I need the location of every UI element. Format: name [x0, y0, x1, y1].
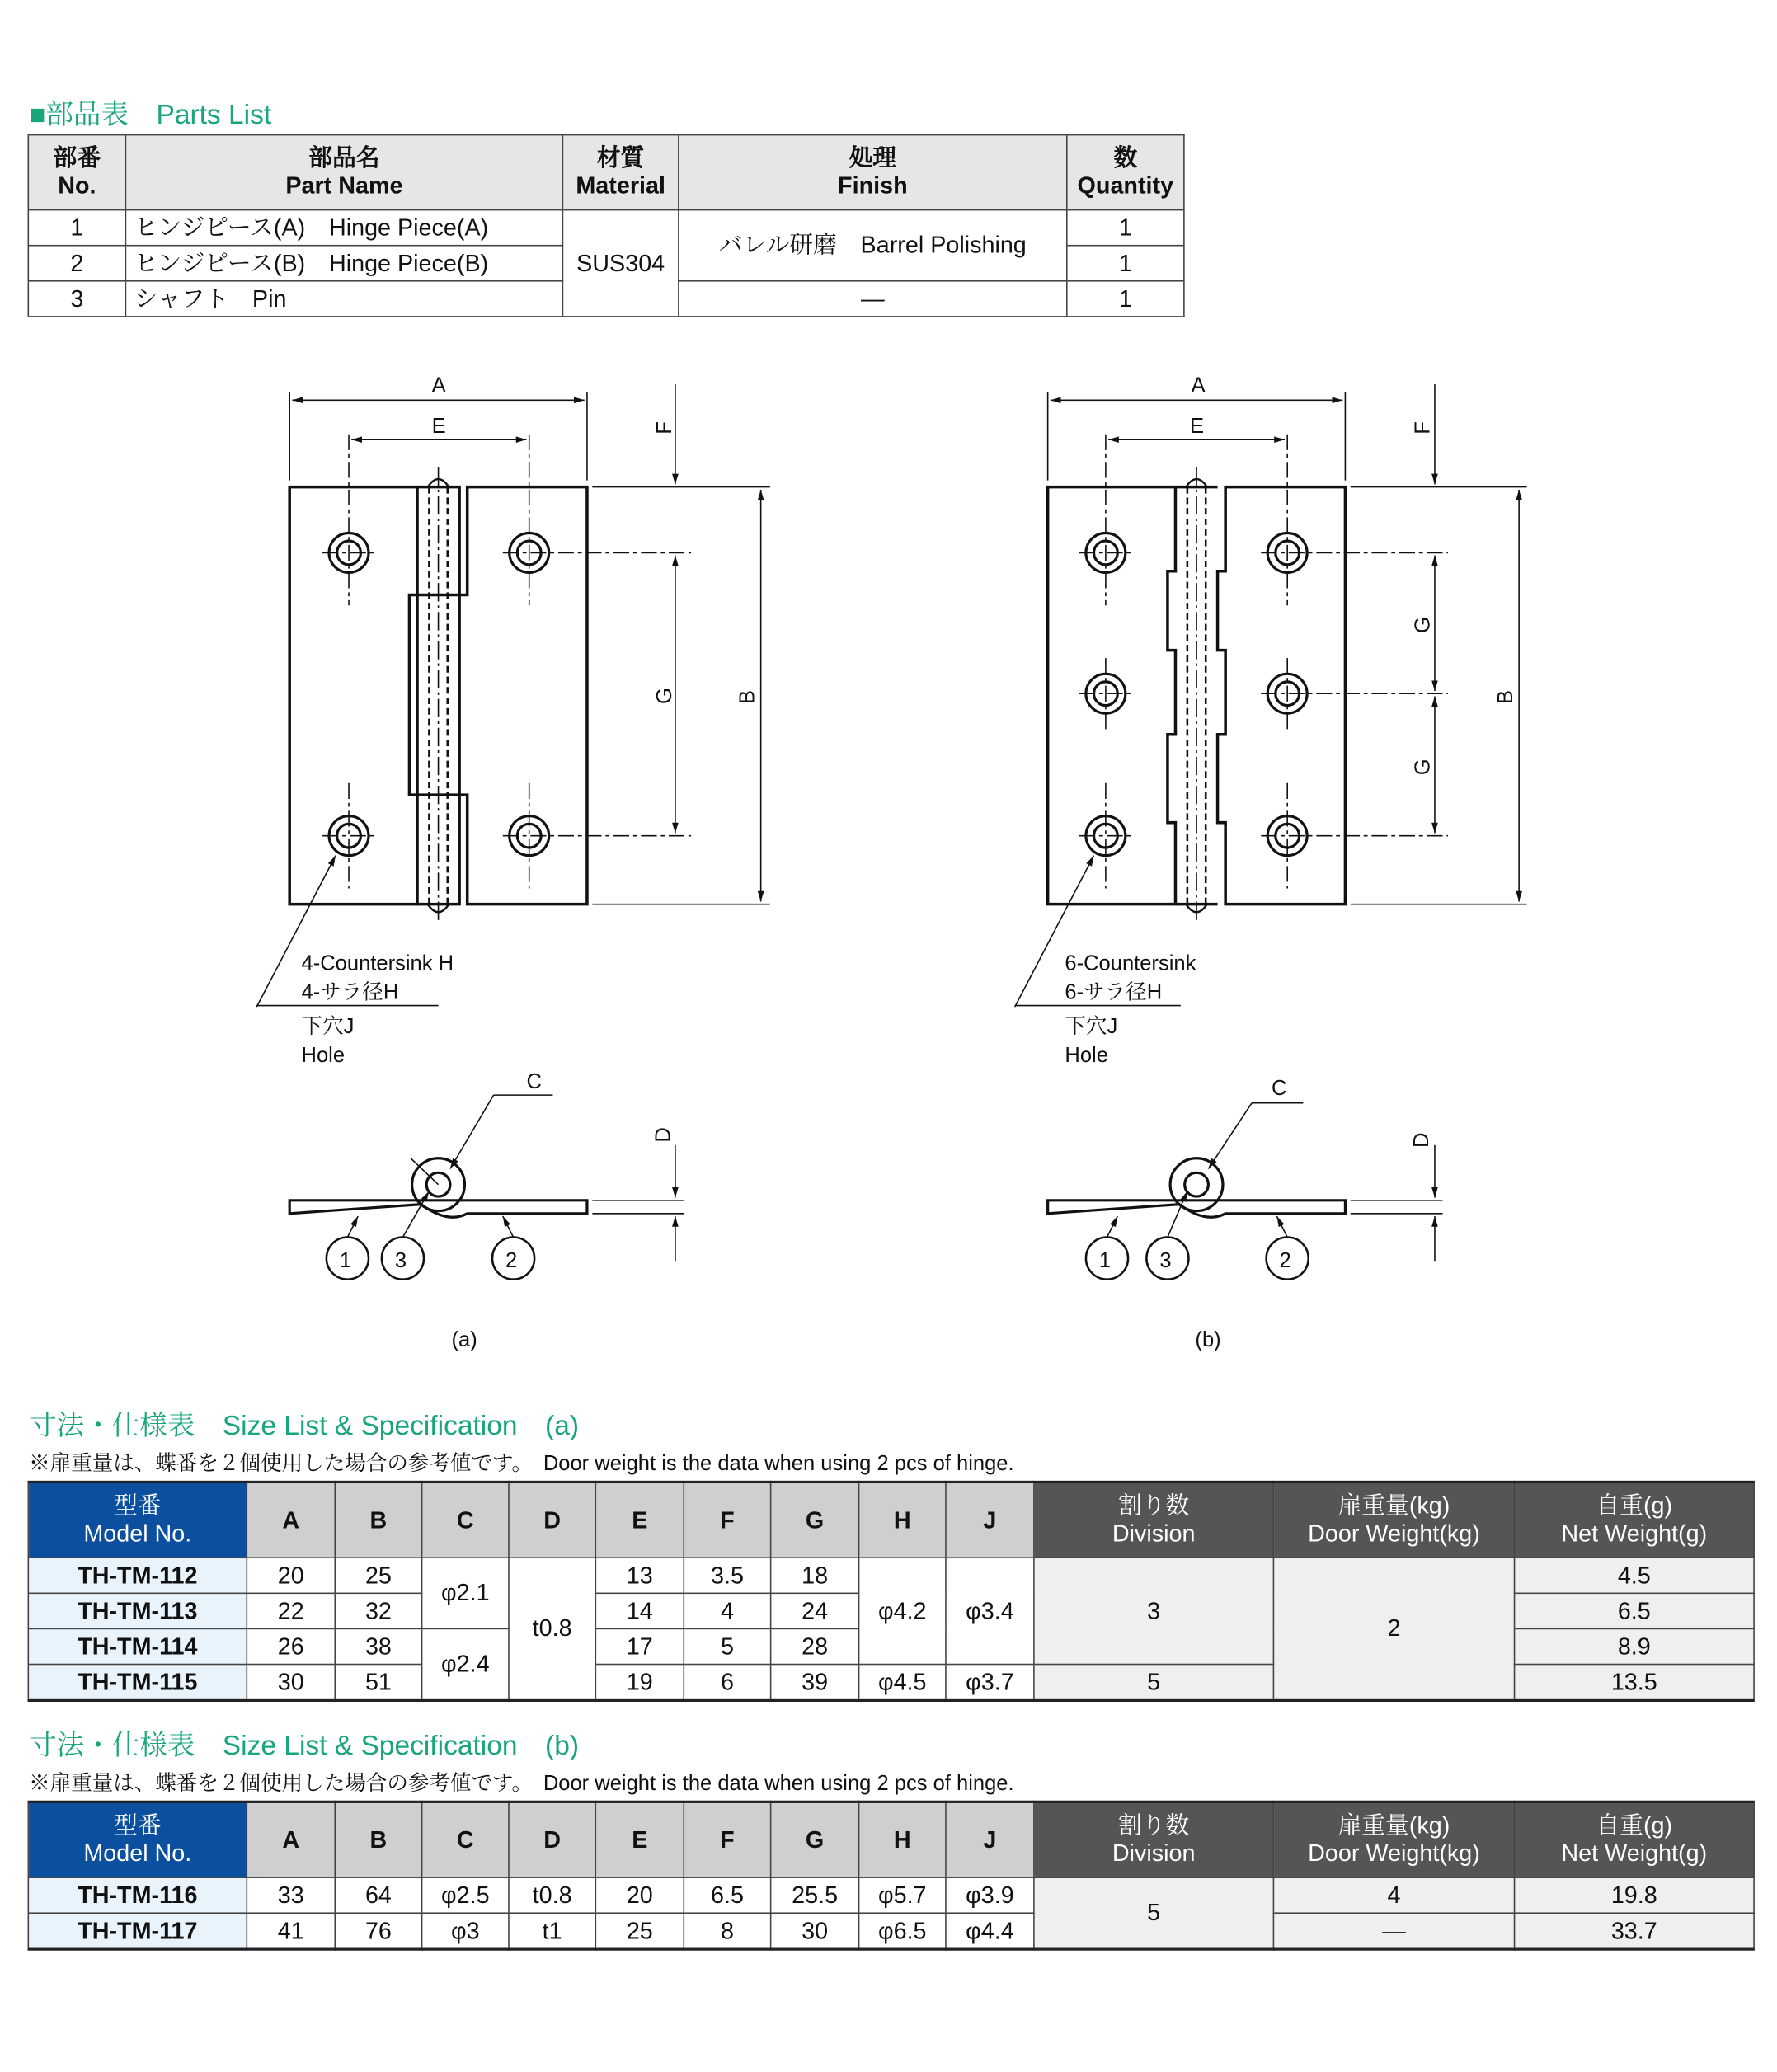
- cell-c: φ2.1: [422, 1558, 509, 1628]
- callout-text: 下穴J: [301, 1015, 355, 1039]
- cell-f: 3.5: [684, 1558, 770, 1593]
- cell-material: SUS304: [562, 210, 678, 317]
- balloon-label: 2: [1279, 1249, 1291, 1273]
- callout-text: 下穴J: [1065, 1015, 1118, 1039]
- balloon-label: 3: [1159, 1249, 1172, 1273]
- cell-net-weight: 33.7: [1515, 1913, 1755, 1949]
- cell-model: TH-TM-113: [28, 1593, 247, 1628]
- header-a: A: [247, 1802, 335, 1877]
- cell-f: 8: [684, 1913, 770, 1949]
- cell-model: TH-TM-114: [28, 1628, 247, 1664]
- cell-d: t0.8: [509, 1558, 595, 1700]
- spec-b-note: ※扉重量は、蝶番を２個使用した場合の参考値です。 Door weight is the data when using 2 pcs of hinge.: [29, 1773, 1014, 1796]
- cell-door-weight: 2: [1273, 1558, 1514, 1700]
- cell-g: 24: [771, 1593, 859, 1628]
- balloon-label: 2: [505, 1249, 518, 1273]
- cell-j: φ3.4: [946, 1558, 1034, 1664]
- header-d: D: [509, 1802, 595, 1877]
- balloon-label: 1: [339, 1249, 352, 1273]
- header-b: B: [335, 1802, 421, 1877]
- header-e: E: [595, 1802, 684, 1877]
- cell-part-name: ヒンジピース(A) Hinge Piece(A): [125, 210, 562, 246]
- cell-no: 3: [28, 281, 125, 317]
- cell-j: φ4.4: [946, 1913, 1034, 1949]
- callout-text: Hole: [301, 1044, 346, 1068]
- header-no: 部番 No.: [28, 135, 125, 210]
- cell-net-weight: 6.5: [1515, 1593, 1755, 1628]
- header-c: C: [422, 1802, 509, 1877]
- header-model: 型番 Model No.: [28, 1802, 247, 1877]
- cell-f: 6: [684, 1665, 770, 1701]
- cell-model: TH-TM-112: [28, 1558, 247, 1593]
- cell-g: 25.5: [771, 1877, 859, 1913]
- cell-e: 14: [595, 1593, 684, 1628]
- table-row: [28, 1877, 1754, 1913]
- cell-quantity: 1: [1067, 210, 1184, 246]
- spec-table-a: [28, 1481, 1755, 1702]
- cell-h: φ5.7: [859, 1877, 946, 1913]
- cell-d: t1: [509, 1913, 595, 1949]
- cell-net-weight: 8.9: [1515, 1628, 1755, 1664]
- cell-g: 28: [771, 1628, 859, 1664]
- header-c: C: [422, 1482, 509, 1558]
- cell-model: TH-TM-116: [28, 1877, 247, 1913]
- cell-door-weight: 4: [1273, 1877, 1514, 1913]
- dim-label-a: A: [431, 374, 446, 397]
- cell-model: TH-TM-117: [28, 1913, 247, 1949]
- dim-label-e: E: [431, 415, 446, 439]
- dim-label-d: D: [1409, 1132, 1433, 1148]
- cell-finish: —: [679, 281, 1067, 317]
- callout-text: 6-サラ径H: [1065, 980, 1163, 1004]
- cell-e: 17: [595, 1628, 684, 1664]
- table-header-row: [28, 1482, 1754, 1558]
- header-h: H: [859, 1482, 946, 1558]
- spec-b-title: 寸法・仕様表 Size List & Specification (b): [29, 1731, 580, 1761]
- cell-g: 30: [771, 1913, 859, 1949]
- cell-b: 51: [335, 1665, 421, 1701]
- cell-a: 26: [247, 1628, 335, 1664]
- dim-label-f: F: [1411, 421, 1435, 435]
- dim-label-c: C: [526, 1070, 542, 1094]
- header-door-weight: 扉重量(kg) Door Weight(kg): [1273, 1482, 1514, 1558]
- callout-text: Hole: [1065, 1044, 1108, 1068]
- dim-label-g: G: [653, 688, 677, 705]
- dim-label-g: G: [1411, 759, 1435, 776]
- cell-net-weight: 4.5: [1515, 1558, 1755, 1593]
- table-row: [28, 1558, 1754, 1593]
- cell-a: 33: [247, 1877, 335, 1913]
- header-b: B: [335, 1482, 421, 1558]
- figure-caption-a: (a): [451, 1328, 477, 1352]
- dim-label-d: D: [651, 1127, 675, 1143]
- cell-b: 76: [335, 1913, 421, 1949]
- cell-a: 20: [247, 1558, 335, 1593]
- table-row: [28, 1913, 1754, 1949]
- cell-quantity: 1: [1067, 281, 1184, 317]
- cell-e: 13: [595, 1558, 684, 1593]
- dim-label-b: B: [736, 689, 759, 705]
- figure-caption-b: (b): [1195, 1328, 1221, 1352]
- balloon-label: 3: [394, 1249, 407, 1273]
- cell-c: φ2.4: [422, 1628, 509, 1700]
- cell-e: 25: [595, 1913, 684, 1949]
- header-model: 型番 Model No.: [28, 1482, 247, 1558]
- hinge-drawing-b: [1015, 384, 1527, 1279]
- header-j: J: [946, 1802, 1034, 1877]
- cell-b: 64: [335, 1877, 421, 1913]
- cell-net-weight: 13.5: [1515, 1665, 1755, 1701]
- cell-f: 5: [684, 1628, 770, 1664]
- cell-j: φ3.9: [946, 1877, 1034, 1913]
- cell-division: 5: [1034, 1877, 1274, 1949]
- header-h: H: [859, 1802, 946, 1877]
- cell-f: 4: [684, 1593, 770, 1628]
- cell-no: 2: [28, 246, 125, 281]
- spec-table-b: [28, 1801, 1755, 1951]
- cell-b: 38: [335, 1628, 421, 1664]
- header-quantity: 数 Quantity: [1067, 135, 1184, 210]
- cell-finish: バレル研磨 Barrel Polishing: [679, 210, 1067, 281]
- parts-list-title: ■部品表 Parts List: [29, 100, 272, 131]
- table-header-row: [28, 1802, 1754, 1877]
- hinge-drawing-a: [256, 384, 770, 1279]
- cell-j: φ3.7: [946, 1665, 1034, 1701]
- callout-text: 6-Countersink: [1065, 951, 1196, 975]
- cell-g: 39: [771, 1665, 859, 1701]
- dim-label-g: G: [1411, 616, 1435, 633]
- cell-d: t0.8: [509, 1877, 595, 1913]
- spec-a-title: 寸法・仕様表 Size List & Specification (a): [29, 1411, 580, 1441]
- dim-label-e: E: [1190, 415, 1205, 439]
- header-a: A: [247, 1482, 335, 1558]
- header-f: F: [684, 1802, 770, 1877]
- cell-e: 20: [595, 1877, 684, 1913]
- header-d: D: [509, 1482, 595, 1558]
- header-g: G: [771, 1482, 859, 1558]
- dim-label-a: A: [1191, 374, 1206, 397]
- cell-a: 22: [247, 1593, 335, 1628]
- dim-label-b: B: [1494, 689, 1518, 705]
- cell-no: 1: [28, 210, 125, 246]
- header-finish: 処理 Finish: [679, 135, 1067, 210]
- header-material: 材質 Material: [562, 135, 678, 210]
- callout-text: 4-サラ径H: [301, 980, 399, 1004]
- header-net-weight: 自重(g) Net Weight(g): [1515, 1482, 1755, 1558]
- header-f: F: [684, 1482, 770, 1558]
- callout-text: 4-Countersink H: [301, 951, 454, 975]
- cell-net-weight: 19.8: [1515, 1877, 1755, 1913]
- dim-label-f: F: [653, 421, 677, 435]
- header-e: E: [595, 1482, 684, 1558]
- cell-g: 18: [771, 1558, 859, 1593]
- cell-e: 19: [595, 1665, 684, 1701]
- cell-part-name: ヒンジピース(B) Hinge Piece(B): [125, 246, 562, 281]
- header-division: 割り数 Division: [1034, 1482, 1274, 1558]
- cell-quantity: 1: [1067, 246, 1184, 281]
- header-division: 割り数 Division: [1034, 1802, 1274, 1877]
- header-part-name: 部品名 Part Name: [125, 135, 562, 210]
- header-j: J: [946, 1482, 1034, 1558]
- cell-c: φ3: [422, 1913, 509, 1949]
- cell-b: 32: [335, 1593, 421, 1628]
- header-net-weight: 自重(g) Net Weight(g): [1515, 1802, 1755, 1877]
- header-g: G: [771, 1802, 859, 1877]
- cell-a: 41: [247, 1913, 335, 1949]
- cell-part-name: シャフト Pin: [125, 281, 562, 317]
- header-door-weight: 扉重量(kg) Door Weight(kg): [1273, 1802, 1514, 1877]
- cell-h: φ4.5: [859, 1665, 946, 1701]
- cell-h: φ4.2: [859, 1558, 946, 1664]
- spec-a-note: ※扉重量は、蝶番を２個使用した場合の参考値です。 Door weight is the data when using 2 pcs of hinge.: [29, 1453, 1014, 1476]
- cell-h: φ6.5: [859, 1913, 946, 1949]
- cell-b: 25: [335, 1558, 421, 1593]
- dim-label-c: C: [1272, 1077, 1287, 1101]
- cell-division: 3: [1034, 1558, 1274, 1664]
- cell-door-weight: —: [1273, 1913, 1514, 1949]
- cell-model: TH-TM-115: [28, 1665, 247, 1701]
- cell-division: 5: [1034, 1665, 1274, 1701]
- cell-a: 30: [247, 1665, 335, 1701]
- cell-c: φ2.5: [422, 1877, 509, 1913]
- cell-f: 6.5: [684, 1877, 770, 1913]
- balloon-label: 1: [1098, 1249, 1112, 1273]
